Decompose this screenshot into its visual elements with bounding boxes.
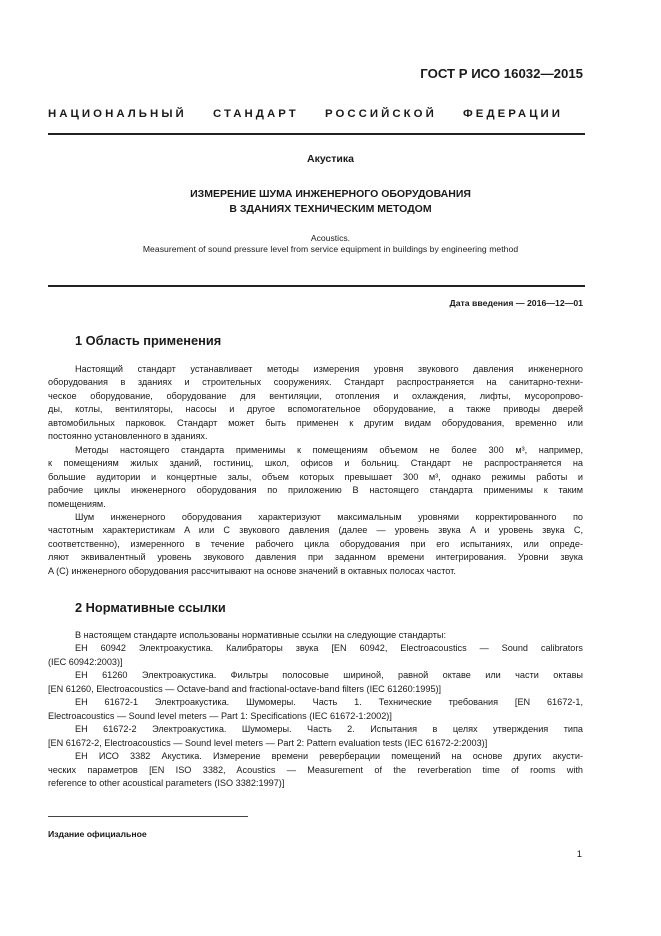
footer-divider [48,816,248,817]
section-1-line: оборудования в зданиях и строительных сооружениях. Стандарт распространяется на санитарно-техни- [48,377,583,388]
section-1-line: постоянно установленного в зданиях. [48,431,208,442]
title-line-2: В ЗДАНИЯХ ТЕХНИЧЕСКИМ МЕТОДОМ [229,202,432,215]
english-title: Measurement of sound pressure level from service equipment in buildings by engineering method [142,244,519,254]
normative-reference-line: ЕН ИСО 3382 Акустика. Измерение времени реверберации помещений на основе других акусти- [75,751,583,762]
section-1-heading: 1 Область применения [75,333,222,348]
section-1-line: A (C) инженерного оборудования рассчитывают на основе значений в октавных полосах частот. [48,565,456,576]
english-subject: Acoustics. [310,233,351,243]
normative-reference-line: [EN 61260, Electroacoustics — Octave-band and fractional-octave-band filters (IEC 61260:1995)] [48,683,442,694]
national-standard-banner: НАЦИОНАЛЬНЫЙ СТАНДАРТ РОССИЙСКОЙ ФЕДЕРАЦИИ [48,108,564,120]
top-divider [48,133,585,135]
normative-reference-line: ЕН 60942 Электроакустика. Калибраторы звука [EN 60942, Electroacoustics — Sound calibrators [75,643,583,654]
section-1-line: Шум инженерного оборудования характеризуют максимальным уровнями корректированного по [75,511,583,522]
section-1-line: большие аудитории и концертные залы, объем которых превышает 300 м³, однако режимы работы и [48,471,583,482]
introduction-date: Дата введения — 2016—12—01 [449,298,583,308]
section-1-line: Настоящий стандарт устанавливает методы измерения уровня звукового давления инженерного [75,364,583,374]
section-1-line: автомобильных парковок. Стандарт может быть применен к другим видам оборудования, временно или [48,417,583,428]
section-1-line: частотным характеристикам A или C звукового давления (далее — уровень звука A и уровень звука C, [48,525,583,536]
normative-reference-line: Electroacoustics — Sound level meters — Part 1: Specifications (IEC 61672-1:2002)] [48,710,392,721]
section-1-line: помещениям. [48,498,106,509]
section-1-line: рабочие циклы инженерного оборудования по приложению В настоящего стандарта применимы к таким [48,485,583,496]
page-number: 1 [576,849,582,860]
section-1-line: ляют эквивалентный уровень звукового давления при заданном времени интегрирования. Уровни звука [48,552,583,563]
section-1-line: соответственно), измеренного в течение рабочего цикла оборудования при его испытаниях, или опреде- [48,538,583,549]
normative-reference-line: reference to other acoustical parameters (ISO 3382:1997)] [48,777,285,788]
section-2-heading: 2 Нормативные ссылки [75,600,226,615]
title-line-1: ИЗМЕРЕНИЕ ШУМА ИНЖЕНЕРНОГО ОБОРУДОВАНИЯ [190,188,471,200]
section-1-line: к помещениям жилых зданий, гостиниц, школ, офисов и больниц. Стандарт не распространяется на [48,458,583,469]
section-1-body [48,363,583,578]
normative-reference-line: ческих параметров [EN ISO 3382, Acoustics — Measurement of the reverberation time of rooms with [48,764,583,775]
normative-reference-line: ЕН 61672-1 Электроакустика. Шумомеры. Часть 1. Технические требования [EN 61672-1, [75,697,583,708]
section-2-lead: В настоящем стандарте использованы нормативные ссылки на следующие стандарты: [75,630,447,640]
section-1-line: Методы настоящего стандарта применимы к помещениям объемом не более 300 м³, например, [75,444,583,455]
document-subject: Акустика [307,153,354,165]
normative-reference-line: (IEC 60942:2003)] [48,656,123,667]
normative-reference-line: ЕН 61260 Электроакустика. Фильтры полосовые шириной, равной октаве или части октавы [75,670,583,681]
section-1-line: ческое оборудование, оборудование для вентиляции, отопления и охлаждения, лифты, мусоропрово- [48,390,583,401]
normative-reference-line: ЕН 61672-2 Электроакустика. Шумомеры. Часть 2. Испытания в целях утверждения типа [75,724,583,735]
title-divider [48,285,585,287]
document-title [0,187,661,216]
section-1-line: ды, котлы, вентиляторы, насосы и другое вспомогательное оборудование, а также приводы дверей [48,404,583,415]
section-2-body [48,629,583,790]
official-edition-label: Издание официальное [48,829,147,839]
standard-code: ГОСТ Р ИСО 16032—2015 [420,66,583,81]
normative-reference-line: [EN 61672-2, Electroacoustics — Sound level meters — Part 2: Pattern evaluation tests (IEC 61672-2:2003)] [48,737,488,748]
